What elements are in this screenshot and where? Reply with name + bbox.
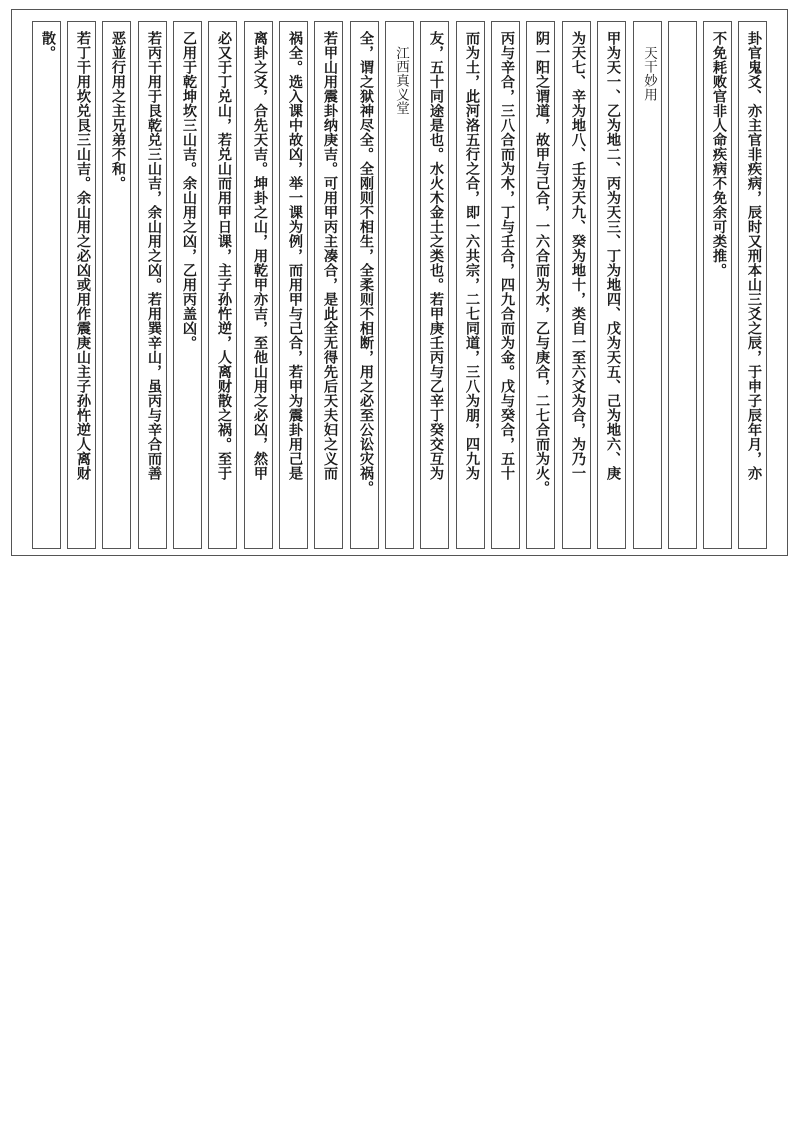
text-column-3-empty (668, 21, 697, 549)
text-column-13 (314, 21, 343, 549)
text-column-21 (32, 21, 61, 549)
text-column-12 (350, 21, 379, 549)
text-column-6 (562, 21, 591, 549)
text-column-14 (279, 21, 308, 549)
text-column-16 (208, 21, 237, 549)
column-text: 必又于丁兑山，若兑山而用甲日课，主子孙忤逆，人离财散之祸。至于 (216, 31, 232, 481)
column-text: 甲为天一、乙为地二、丙为天三、丁为地四、戊为天五、己为地六、庚 (605, 31, 621, 481)
column-text: 若甲山用震卦纳庚吉。可用甲丙主凑合，是此全无得先后天夫妇之义而 (322, 31, 338, 481)
text-column-15 (244, 21, 273, 549)
column-text: 离卦之爻，合先天吉。坤卦之山，用乾甲亦吉，至他山用之必凶，然甲 (252, 31, 268, 481)
column-text: 乙用于乾坤坎三山吉。余山用之凶，乙用丙盖凶。 (181, 31, 197, 350)
text-column-1 (738, 21, 767, 549)
publisher-name: 江西真义堂 (393, 46, 409, 115)
column-text: 丙与辛合，三八合而为木，丁与壬合，四九合而为金。戊与癸合，五十 (499, 31, 515, 481)
publisher-column (385, 21, 414, 549)
section-title: 天干妙用 (641, 46, 657, 102)
text-column-9 (456, 21, 485, 549)
column-text: 阴一阳之谓道，故甲与己合，一六合而为水，乙与庚合，二七合而为火。 (534, 31, 550, 495)
text-column-20 (67, 21, 96, 549)
column-text: 友，五十同途是也。水火木金土之类也。若甲庚壬丙与乙辛丁癸交互为 (428, 31, 444, 481)
column-text: 恶並行用之主兄弟不和。 (110, 31, 126, 191)
text-column-7 (526, 21, 555, 549)
text-column-17 (173, 21, 202, 549)
section-title-column (633, 21, 662, 549)
column-text: 卦官鬼爻、亦主官非疾病，辰时又刑本山三爻之辰，于申子辰年月，亦 (746, 31, 762, 481)
column-text: 不免耗败官非人命疾病不免余可类推。 (711, 31, 727, 278)
column-text: 而为土，此河洛五行之合，即一六共宗，二七同道，三八为朋，四九为 (464, 31, 480, 481)
column-text: 为天七、辛为地八、壬为天九、癸为地十，类自一至六爻为合，为乃一 (570, 31, 586, 481)
column-text: 散。 (40, 31, 56, 60)
text-column-10 (420, 21, 449, 549)
text-column-5 (597, 21, 626, 549)
text-column-18 (138, 21, 167, 549)
column-text: 祸全。选入课中故凶，举一课为例，而用甲与己合，若甲为震卦用己是 (287, 31, 303, 481)
column-text: 若丁干用坎兑艮三山吉。余山用之必凶或用作震庚山主子孙忤逆人离财 (75, 31, 91, 481)
text-column-2 (703, 21, 732, 549)
column-text: 若丙干用于艮乾兑三山吉，余山用之凶。若用巽辛山，虽丙与辛合而善 (146, 31, 162, 481)
text-column-8 (491, 21, 520, 549)
column-text: 全，谓之狱神尽全。全刚则不相生，全柔则不相断，用之必至公讼灾祸。 (358, 31, 374, 495)
text-column-19 (102, 21, 131, 549)
